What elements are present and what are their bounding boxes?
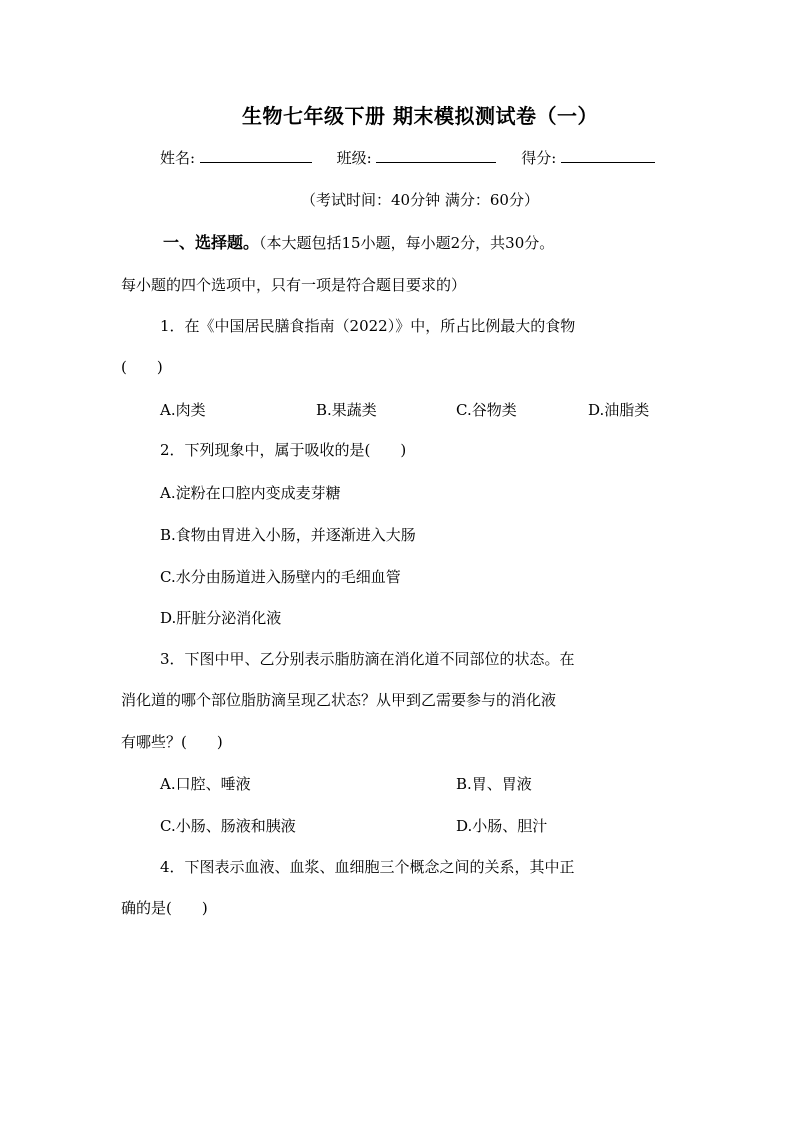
student-info-row bbox=[160, 148, 680, 168]
question-3-option-d[interactable]: D.小肠、胆汁 bbox=[456, 817, 548, 835]
name-blank[interactable] bbox=[200, 148, 312, 163]
question-3-stem-2: 消化道的哪个部位脂肪滴呈现乙状态？从甲到乙需要参与的消化液 bbox=[121, 691, 557, 709]
section-intro-2: 每小题的四个选项中，只有一项是符合题目要求的） bbox=[121, 276, 467, 294]
question-2-option-b[interactable]: B.食物由胃进入小肠，并逐渐进入大肠 bbox=[160, 526, 416, 544]
question-2-stem: 2．下列现象中，属于吸收的是( ) bbox=[160, 441, 407, 459]
question-2-option-d[interactable]: D.肝脏分泌消化液 bbox=[160, 609, 282, 627]
question-1-option-a[interactable]: A.肉类 bbox=[160, 401, 206, 419]
question-1-answer-paren[interactable]: ( ) bbox=[121, 358, 163, 376]
section-title: 一、选择题。 bbox=[163, 233, 260, 252]
question-4-stem-2: 确的是( ) bbox=[121, 899, 208, 917]
question-1-option-b[interactable]: B.果蔬类 bbox=[316, 401, 377, 419]
exam-note: （考试时间：40分钟 满分：60分） bbox=[301, 191, 539, 209]
question-3-option-a[interactable]: A.口腔、唾液 bbox=[160, 775, 251, 793]
question-3-stem: 3．下图中甲、乙分别表示脂肪滴在消化道不同部位的状态。在 bbox=[160, 650, 575, 668]
class-label: 班级: bbox=[336, 149, 372, 167]
class-blank[interactable] bbox=[376, 148, 496, 163]
score-label: 得分: bbox=[521, 149, 557, 167]
section-heading bbox=[163, 233, 554, 253]
score-blank[interactable] bbox=[561, 148, 655, 163]
question-1-option-d[interactable]: D.油脂类 bbox=[588, 401, 650, 419]
question-2-option-a[interactable]: A.淀粉在口腔内变成麦芽糖 bbox=[160, 484, 341, 502]
question-2-option-c[interactable]: C.水分由肠道进入肠壁内的毛细血管 bbox=[160, 568, 401, 586]
question-3-option-c[interactable]: C.小肠、肠液和胰液 bbox=[160, 817, 296, 835]
section-intro: （本大题包括15小题，每小题2分，共30分。 bbox=[259, 234, 555, 252]
question-3-stem-3: 有哪些？( ) bbox=[121, 733, 223, 751]
name-label: 姓名: bbox=[160, 149, 196, 167]
question-3-option-b[interactable]: B.胃、胃液 bbox=[456, 775, 532, 793]
question-1-stem: 1．在《中国居民膳食指南（2022）》中，所占比例最大的食物 bbox=[160, 317, 576, 335]
question-4-stem: 4．下图表示血液、血浆、血细胞三个概念之间的关系，其中正 bbox=[160, 858, 575, 876]
question-1-option-c[interactable]: C.谷物类 bbox=[456, 401, 517, 419]
page-title: 生物七年级下册 期末模拟测试卷（一） bbox=[242, 104, 598, 128]
